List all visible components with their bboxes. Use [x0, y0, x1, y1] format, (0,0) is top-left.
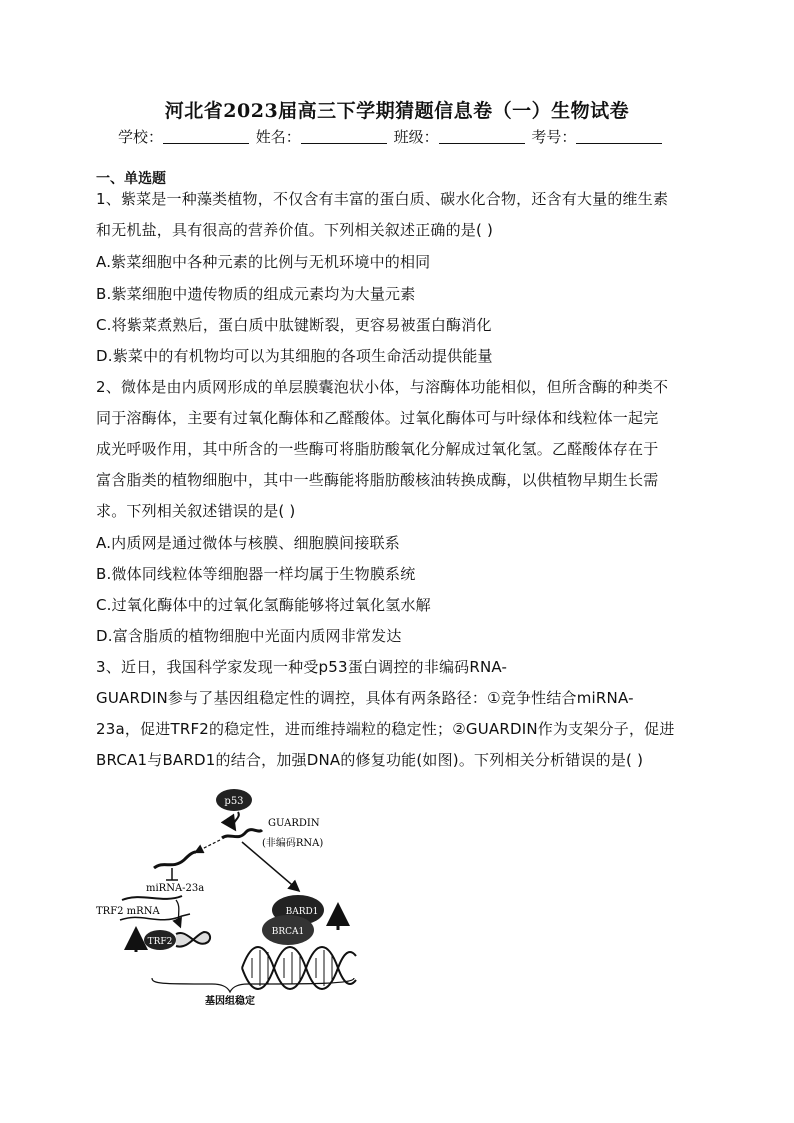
guardin-to-brca1-arrow	[242, 842, 298, 890]
p53-label: p53	[224, 796, 244, 807]
q3-stem-line: 3、近日，我国科学家发现一种受p53蛋白调控的非编码RNA-	[96, 658, 508, 676]
q3-stem-line: GUARDIN参与了基因组稳定性的调控，具体有两条路径：①竞争性结合miRNA-	[96, 689, 634, 707]
guardin-rna-strand	[222, 830, 262, 838]
q2-stem-line: 富含脂类的植物细胞中，其中一些酶能将脂肪酸核油转换成酶，以供植物早期生长需	[96, 471, 659, 489]
trf2-label: TRF2	[147, 937, 173, 947]
q1-option-c: C.将紫菜煮熟后，蛋白质中肽键断裂，更容易被蛋白酶消化	[96, 316, 492, 334]
guardin-to-mirna-arrow	[196, 840, 220, 852]
q1-stem-line: 和无机盐，具有很高的营养价值。下列相关叙述正确的是( )	[96, 221, 494, 239]
q1-option-b: B.紫菜细胞中遗传物质的组成元素均为大量元素	[96, 285, 416, 303]
guardin-label: GUARDIN	[268, 818, 320, 829]
class-blank	[439, 129, 525, 144]
q1-option-d: D.紫菜中的有机物均可以为其细胞的各项生命活动提供能量	[96, 347, 493, 365]
name-label: 姓名：	[255, 128, 301, 146]
q2-stem-line: 求。下列相关叙述错误的是( )	[96, 502, 296, 520]
telomere-shape	[176, 932, 210, 947]
q2-stem-line: 成光呼吸作用，其中所含的一些酶可将脂肪酸氧化分解成过氧化氢。乙醛酸体存在于	[96, 440, 659, 458]
translation-arrow	[176, 900, 180, 926]
q1-stem-line: 1、紫菜是一种藻类植物，不仅含有丰富的蛋白质、碳水化合物，还含有大量的维生素	[96, 190, 669, 208]
school-blank	[163, 129, 249, 144]
exam-no-label: 考号：	[531, 128, 577, 146]
q1-option-a: A.紫菜细胞中各种元素的比例与无机环境中的相同	[96, 253, 431, 271]
q2-stem-line: 同于溶酶体，主要有过氧化酶体和乙醛酸体。过氧化酶体可与叶绿体和线粒体一起完	[96, 409, 659, 427]
q2-stem-line: 2、微体是由内质网形成的单层膜囊泡状小体，与溶酶体功能相似，但所含酶的种类不	[96, 378, 669, 396]
page-title: 河北省2023届高三下学期猜题信息卷（一）生物试卷	[164, 100, 630, 122]
genome-stability-figure	[92, 780, 372, 1008]
guardin-note: (非编码RNA)	[262, 838, 324, 849]
mirna-strand	[122, 896, 182, 900]
q3-stem-line: 23a，促进TRF2的稳定性，进而维持端粒的稳定性；②GUARDIN作为支架分子，促进	[96, 720, 675, 738]
exam-no-blank	[576, 129, 662, 144]
q2-option-d: D.富含脂质的植物细胞中光面内质网非常发达	[96, 627, 402, 645]
brca1-label: BRCA1	[271, 927, 305, 937]
dna-base-pairs	[252, 950, 332, 986]
name-blank	[301, 129, 387, 144]
bard1-label: BARD1	[285, 907, 319, 917]
q2-option-a: A.内质网是通过微体与核膜、细胞膜间接联系	[96, 534, 400, 552]
trf2-mrna-label: TRF2 mRNA	[96, 906, 160, 917]
p53-arrow	[233, 812, 239, 828]
student-info-row	[118, 126, 664, 147]
class-label: 班级：	[393, 128, 439, 146]
q2-option-b: B.微体同线粒体等细胞器一样均属于生物膜系统	[96, 565, 416, 583]
guardin-bound-strand	[154, 852, 196, 868]
section-heading: 一、单选题	[96, 171, 166, 187]
school-label: 学校：	[118, 128, 164, 146]
q2-option-c: C.过氧化酶体中的过氧化氢酶能够将过氧化氢水解	[96, 596, 431, 614]
mirna-label: miRNA-23a	[146, 883, 205, 894]
figure-caption: 基因组稳定	[205, 996, 255, 1007]
q3-stem-line: BRCA1与BARD1的结合，加强DNA的修复功能(如图)。下列相关分析错误的是( )	[96, 751, 644, 769]
